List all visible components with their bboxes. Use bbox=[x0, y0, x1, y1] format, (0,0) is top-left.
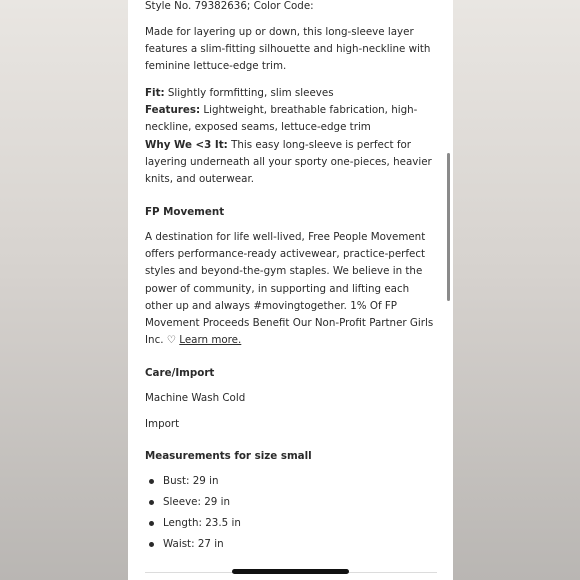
features-label: Features: bbox=[145, 104, 201, 116]
bullet-icon bbox=[149, 479, 154, 484]
fit-text: Slightly formfitting, slim sleeves bbox=[164, 87, 334, 99]
why-text: This easy long-sleeve is perfect for layering underneath all your sporty one-pieces, heavier knits, and outerwear. bbox=[145, 139, 432, 186]
product-intro: Made for layering up or down, this long-sleeve layer features a slim-fitting silhouette and high-neckline with feminine lettuce-edge trim. bbox=[145, 26, 431, 73]
bullet-icon bbox=[149, 500, 154, 505]
measurements-list bbox=[145, 471, 241, 555]
care-import-heading: Care/Import bbox=[145, 367, 215, 379]
list-item: Waist: 27 in bbox=[145, 534, 241, 555]
care-wash-text: Machine Wash Cold bbox=[145, 392, 246, 404]
scrollbar[interactable] bbox=[447, 153, 450, 301]
bullet-icon bbox=[149, 521, 154, 526]
fit-label: Fit: bbox=[145, 87, 165, 99]
features-text: Lightweight, breathable fabrication, high-neckline, exposed seams, lettuce-edge trim bbox=[145, 104, 418, 134]
background-left bbox=[0, 0, 128, 580]
fp-movement-body: A destination for life well-lived, Free People Movement offers performance-ready activewear, practice-perfect styles and beyond-the-gym staples. We believe in the power of community, in supporting and lifting each other up and always #movingtogether. 1% Of FP Movement Proceeds Benefit Our Non-Profit Partner Girls Inc. ♡ bbox=[145, 231, 434, 347]
list-item: Length: 23.5 in bbox=[145, 513, 241, 534]
bullet-icon bbox=[149, 542, 154, 547]
style-number: Style No. 79382636; Color Code: bbox=[145, 0, 314, 12]
why-line bbox=[145, 137, 437, 189]
import-text: Import bbox=[145, 418, 180, 430]
phone-screen[interactable] bbox=[128, 0, 453, 580]
measurements-heading: Measurements for size small bbox=[145, 450, 312, 462]
background-right bbox=[453, 0, 580, 580]
why-label: Why We <3 It: bbox=[145, 139, 228, 151]
list-item: Bust: 29 in bbox=[145, 471, 241, 492]
fp-movement-text bbox=[145, 229, 437, 349]
fp-movement-heading: FP Movement bbox=[145, 206, 225, 218]
features-line bbox=[145, 102, 437, 136]
fit-line bbox=[145, 85, 437, 102]
home-indicator[interactable] bbox=[232, 569, 349, 574]
learn-more-link[interactable]: Learn more. bbox=[179, 334, 242, 347]
list-item: Sleeve: 29 in bbox=[145, 492, 241, 513]
